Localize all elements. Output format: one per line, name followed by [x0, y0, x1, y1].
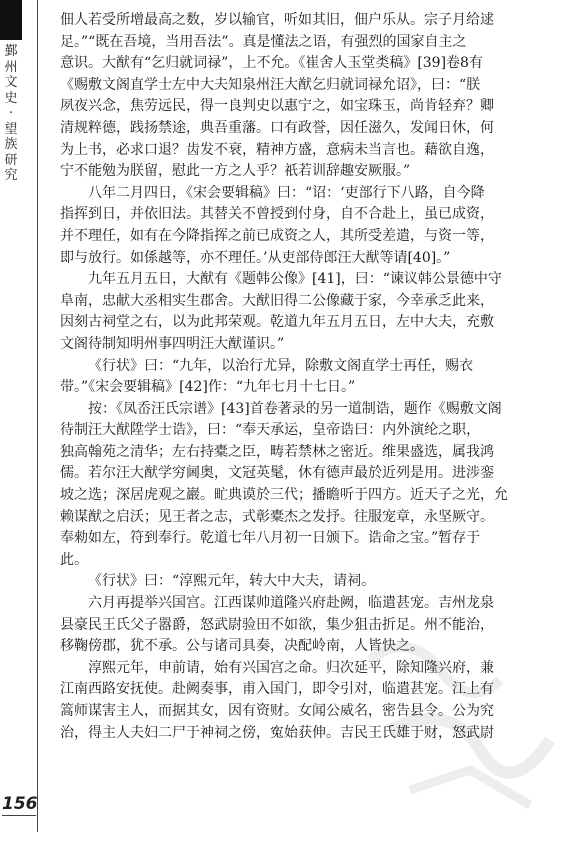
text-line: 治，得主人夫妇二尸于神祠之傍，寃始获伸。吉民王氏雄于财，怒武尉 — [60, 724, 494, 741]
page-number: 156 — [2, 794, 38, 814]
text-line: 移鞠傍郡，犹不承。公与诸司具奏，决配岭南，人皆快之。 — [60, 638, 424, 655]
text-line: 江南西路安抚使。赴阙奏事，甫入国门，即令引对，临遣甚宠。江上有 — [60, 681, 494, 698]
sidebar-title: 鄞州文史·望族研究 — [4, 44, 18, 183]
text-line: 即与放行。如係越等，亦不理任。’从吏部侍郎汪大猷等请[40]。” — [60, 249, 451, 266]
text-line: 因刻古祠堂之右，以为此邦荣观。乾道九年五月五日，左中大夫，充敷 — [60, 314, 494, 331]
text-line: 指挥到日，并依旧法。其替关不曾授到付身，自不合赴上，虽已成资， — [60, 206, 494, 223]
text-line: 赖谋猷之启沃；见王者之志，式彰橐杰之发抒。往服宠章，永坚厥守。 — [60, 508, 494, 525]
text-line: 坡之选；深居虎观之巖。甿典谟於三代；播瞻听于四方。近天子之光，允 — [60, 487, 508, 504]
text-line: 儒。若尔汪大猷学穷阃奥，文冠英髦，休有德声最於近列是用。进涉銮 — [60, 465, 494, 482]
text-line: 《赐敷文阁直学士左中大夫知泉州汪大猷乞归就词禄允诏》，曰：“朕 — [60, 76, 481, 93]
text-line: 为上书，必求口退？齿发不衰，精神方盛，意病未当言也。藉欲自逸， — [60, 141, 494, 158]
page-number-underline — [2, 815, 36, 816]
text-line: 淳熙元年，申前请，始有兴国宫之命。归次延平，除知隆兴府，兼 — [88, 659, 494, 676]
sidebar-black-tab — [0, 0, 22, 40]
text-line: 阜南，忠献大丞相实生郡舍。大猷旧得二公像藏于家，今幸承乏此来， — [60, 292, 494, 309]
text-line: 意识。大猷有“乞归就词禄”，上不允。《崔舍人玉堂类稿》[39]卷8有 — [60, 55, 483, 72]
text-line: 八年二月四日，《宋会要辑稿》曰：“诏：‘吏部行下八路，自今降 — [88, 184, 485, 201]
margin-divider — [37, 0, 38, 832]
text-line: 六月再提举兴国宫。江西谋帅道隆兴府赴阙，临遣甚宠。吉州龙泉 — [88, 595, 494, 612]
text-line: 宁不能勉为朕留，慰此一方之人乎？祇若训辞趣安厥服。” — [60, 163, 411, 180]
text-line: 县豪民王氏父子嚣爵，怒武尉验田不如欲，集少狙击折足。州不能治， — [60, 616, 494, 633]
text-line: 独高翰苑之清华；左右持橐之臣，畴若禁林之密近。维果盛选，属我鸿 — [60, 443, 494, 460]
text-line: 佃人若受所增最高之数，岁以输官，听如其旧，佃户乐从。宗子月给逑 — [60, 12, 494, 28]
text-line: 奉勑如左，符到奉行。乾道七年八月初一日颁下。诰命之宝。”暂存于 — [60, 530, 481, 547]
text-line: 九年五月五日，大猷有《题韩公像》[41]，曰：“谏议韩公景德中守 — [88, 271, 502, 288]
text-line: 待制汪大猷陞学士诰》，曰：“奉天承运，皇帝诰曰：内外演纶之职， — [60, 422, 481, 439]
text-line: 篙师谋害主人，而据其女，因有资财。女闻公威名，密告县令。公为究 — [60, 703, 494, 719]
text-line: 按：《凤岙汪氏宗谱》[43]首卷著录的另一道制诰，题作《赐敷文阁 — [88, 400, 502, 417]
text-line: 《行状》曰：“九年，以治行尤异，除敷文阁直学士再任，赐衣 — [88, 357, 474, 374]
text-line: 《行状》曰：“淳熙元年，转大中大夫，请祠。 — [88, 573, 376, 590]
text-line: 夙夜兴念，焦劳远民，得一良判史以惠宁之，如宝珠玉，尚肯轻弃？卿 — [60, 98, 494, 115]
text-line: 清规粹德，践扬禁途，典吾重藩。口有政誉，因任滋久，发闻日休，何 — [60, 119, 494, 136]
text-line: 足。”“既在吾境，当用吾法”。真是懂法之语，有强烈的国家自主之 — [60, 33, 467, 50]
main-text-body — [60, 10, 562, 744]
text-line: 文阁待制知明州事四明汪大猷谨识。” — [60, 335, 285, 352]
text-line: 并不理任，如有在今降指挥之前已成资之人，其所受差遣，与资一等， — [60, 227, 494, 244]
text-line: 带。”《宋会要辑稿》[42]作：“九年七月十七日。” — [60, 379, 356, 396]
text-line: 此。 — [60, 551, 88, 568]
